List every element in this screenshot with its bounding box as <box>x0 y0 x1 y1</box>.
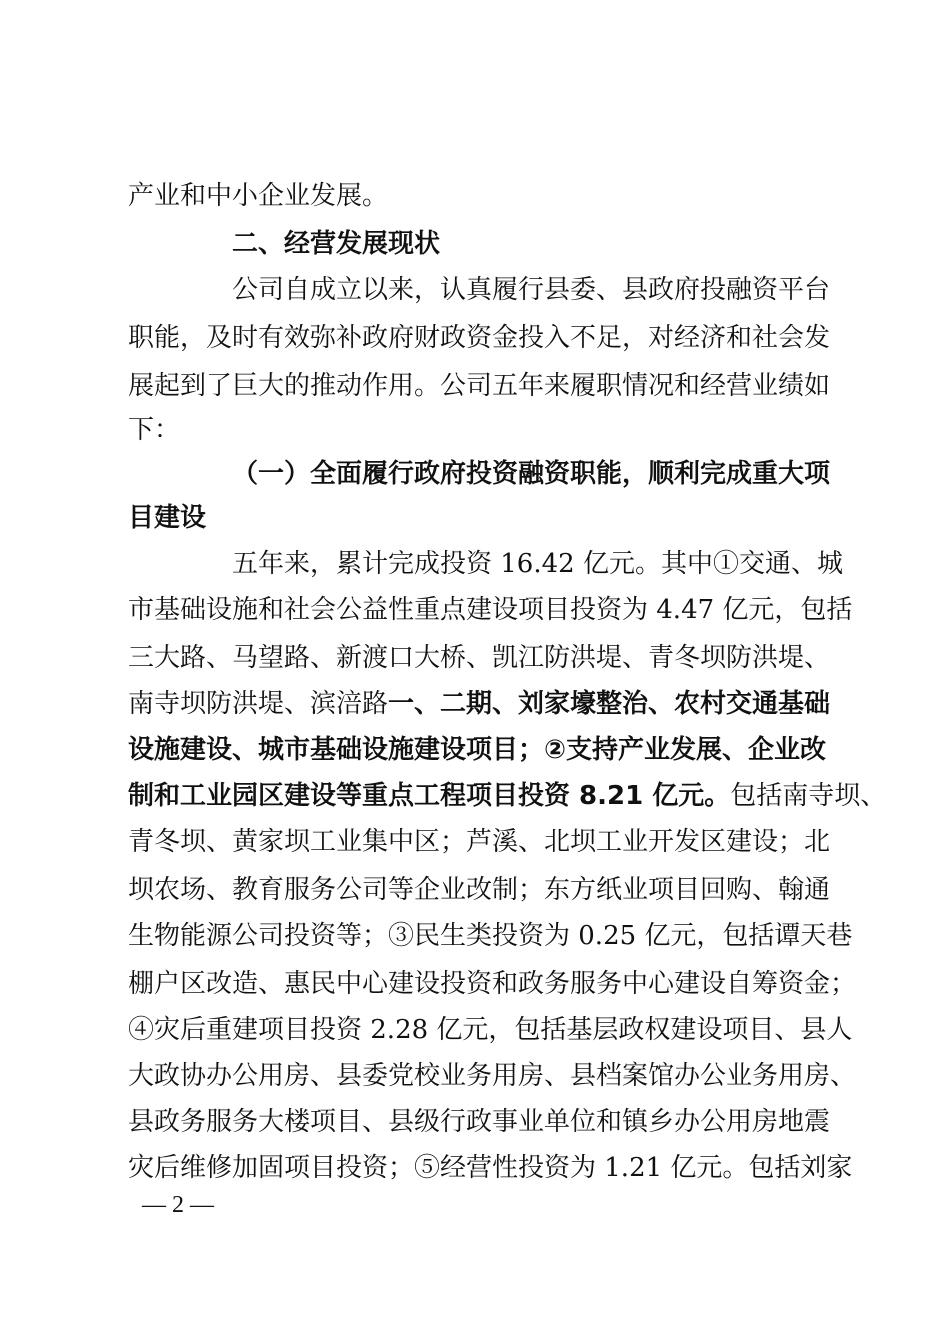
text-line-21 <box>0 1098 950 1146</box>
subheading-line-2 <box>0 494 950 542</box>
subheading-text: 目建设 <box>128 503 207 533</box>
text-line-20 <box>0 1052 950 1100</box>
line-text: 坝农场、教育服务公司等企业改制；东方纸业项目回购、翰通 <box>128 875 831 905</box>
line-text: 棚户区改造、惠民中心建设投资和政务服务中心建设自筹资金； <box>128 969 857 999</box>
text-line-19 <box>0 1006 950 1054</box>
line-text: 下： <box>128 415 181 445</box>
heading-text: 二、经营发展现状 <box>232 229 441 259</box>
line-text: 生物能源公司投资等；③民生类投资为 0.25 亿元，包括谭天巷 <box>128 921 853 951</box>
text-line-3 <box>0 266 950 314</box>
line-text: 五年来，累计完成投资 16.42 亿元。其中①交通、城 <box>232 549 843 579</box>
text-line-11 <box>0 634 950 682</box>
line-text: 青冬坝、黄家坝工业集中区；芦溪、北坝工业开发区建设；北 <box>128 827 831 857</box>
page-number: — 2 — <box>142 1192 214 1218</box>
text-line-17 <box>0 912 950 960</box>
line-text: 灾后维修加固项目投资；⑤经营性投资为 1.21 亿元。包括刘家 <box>128 1153 853 1183</box>
text-line-6 <box>0 406 950 454</box>
text-line-15 <box>0 818 950 866</box>
subheading-line-1 <box>0 450 950 498</box>
line-text: 产业和中小企业发展。 <box>128 181 389 211</box>
line-text: 职能，及时有效弥补政府财政资金投入不足，对经济和社会发 <box>128 323 831 353</box>
text-line-13 <box>0 726 950 774</box>
text-line-9 <box>0 540 950 588</box>
text-line-1 <box>0 172 950 220</box>
text-line-18 <box>0 960 950 1008</box>
line-text-bold: 一、二期、刘家壕整治、农村交通基础 <box>388 689 831 719</box>
line-text: 南寺坝防洪堤、滨涪路 <box>128 689 389 719</box>
line-text: 包括南寺坝、 <box>730 781 887 811</box>
section-heading <box>0 220 950 268</box>
text-line-5 <box>0 362 950 410</box>
line-text: 市基础设施和社会公益性重点建设项目投资为 4.47 亿元，包括 <box>128 595 853 625</box>
text-line-4 <box>0 314 950 362</box>
line-text: 展起到了巨大的推动作用。公司五年来履职情况和经营业绩如 <box>128 371 831 401</box>
text-line-12 <box>0 680 950 728</box>
text-line-10 <box>0 586 950 634</box>
line-text: 县政务服务大楼项目、县级行政事业单位和镇乡办公用房地震 <box>128 1107 831 1137</box>
line-text: ④灾后重建项目投资 2.28 亿元，包括基层政权建设项目、县人 <box>128 1015 853 1045</box>
line-text: 大政协办公用房、县委党校业务用房、县档案馆办公业务用房、 <box>128 1061 857 1091</box>
line-text-bold: 设施建设、城市基础设施建设项目；②支持产业发展、企业改 <box>128 735 827 765</box>
line-text-bold: 制和工业园区建设等重点工程项目投资 8.21 亿元。 <box>128 781 731 811</box>
text-line-22 <box>0 1144 950 1192</box>
text-line-16 <box>0 866 950 914</box>
line-text: 公司自成立以来，认真履行县委、县政府投融资平台 <box>232 275 831 305</box>
text-line-14 <box>0 772 950 820</box>
subheading-text: （一）全面履行政府投资融资职能，顺利完成重大项 <box>232 459 831 489</box>
line-text: 三大路、马望路、新渡口大桥、凯江防洪堤、青冬坝防洪堤、 <box>128 643 831 673</box>
